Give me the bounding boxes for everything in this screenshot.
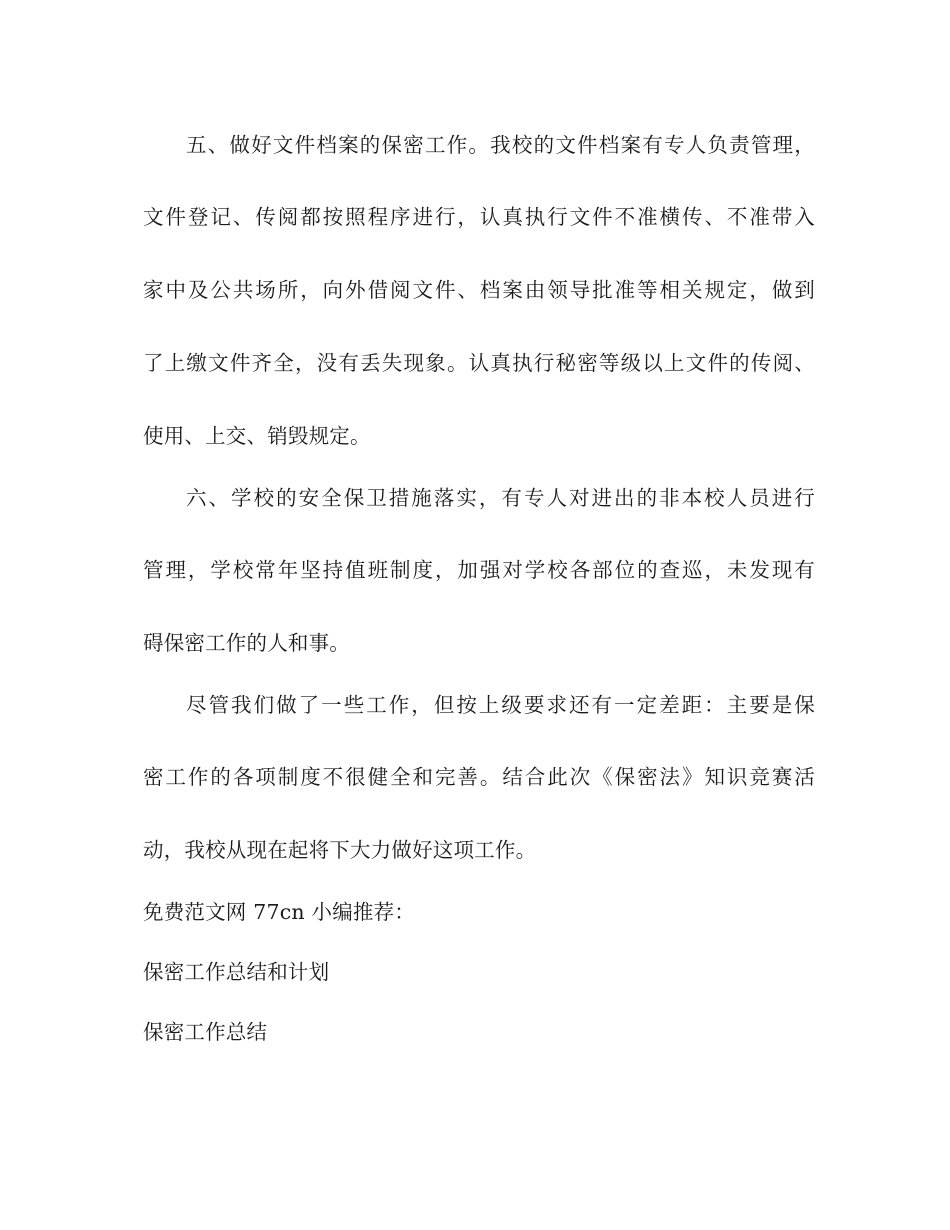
paragraph-6-line-1: 六、学校的安全保卫措施落实，有专人对进出的非本校人员进行 bbox=[186, 486, 815, 510]
paragraph-7-line-3: 动，我校从现在起将下大力做好这项工作。 bbox=[143, 838, 537, 862]
paragraph-7-line-1: 尽管我们做了一些工作，但按上级要求还有一定差距：主要是保 bbox=[186, 693, 815, 717]
paragraph-5-line-5: 使用、上交、销毁规定。 bbox=[143, 424, 371, 448]
recommend-link-1[interactable]: 保密工作总结和计划 bbox=[143, 960, 330, 984]
recommend-link-2[interactable]: 保密工作总结 bbox=[143, 1020, 268, 1044]
paragraph-6-line-2: 管理，学校常年坚持值班制度，加强对学校各部位的查巡，未发现有 bbox=[143, 558, 815, 582]
paragraph-7-line-2: 密工作的各项制度不很健全和完善。结合此次《保密法》知识竞赛活 bbox=[143, 765, 815, 789]
paragraph-6-line-3: 碍保密工作的人和事。 bbox=[143, 631, 350, 655]
recommend-heading: 免费范文网 77cn 小编推荐： bbox=[143, 900, 416, 924]
paragraph-5-line-3: 家中及公共场所，向外借阅文件、档案由领导批准等相关规定，做到 bbox=[143, 278, 815, 302]
paragraph-5-line-4: 了上缴文件齐全，没有丢失现象。认真执行秘密等级以上文件的传阅、 bbox=[143, 351, 815, 375]
paragraph-5-line-2: 文件登记、传阅都按照程序进行，认真执行文件不准横传、不准带入 bbox=[143, 205, 815, 229]
paragraph-5-line-1: 五、做好文件档案的保密工作。我校的文件档案有专人负责管理， bbox=[186, 133, 815, 157]
